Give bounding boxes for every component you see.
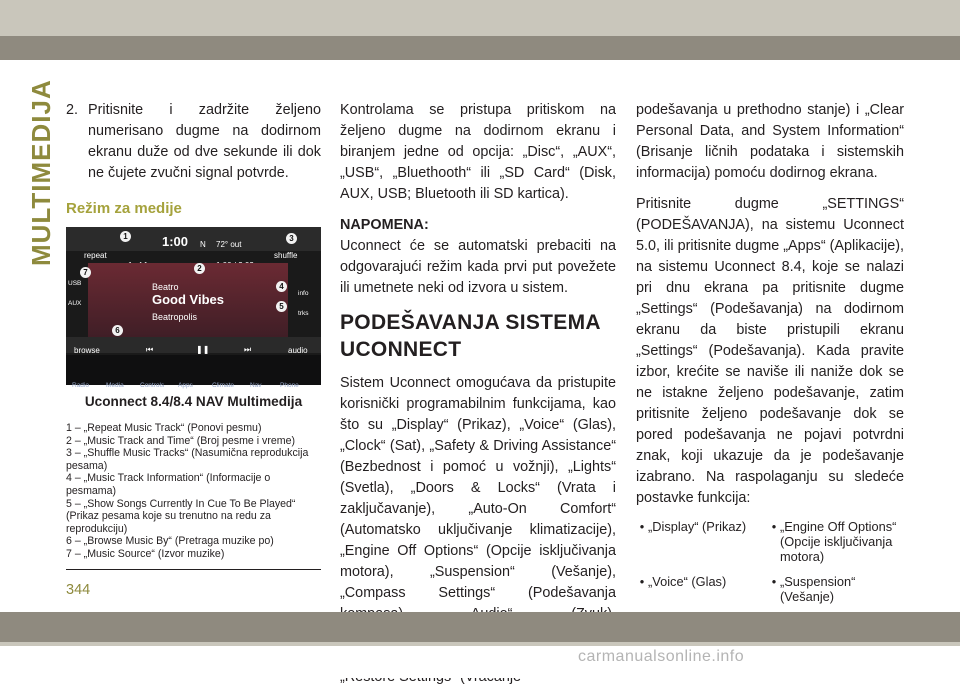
repeat-button[interactable]: repeat (84, 251, 107, 260)
dock-controls[interactable]: Controls (140, 382, 165, 389)
figure-legend (66, 422, 321, 570)
step-number: 2. (66, 102, 79, 118)
dock-nav[interactable]: Nav (250, 382, 262, 389)
legend-item: 2 – „Music Track and Time“ (Broj pesme i vreme) (66, 434, 296, 447)
dock-climate[interactable]: Climate (212, 382, 235, 389)
side-section-label (6, 79, 56, 266)
playback-controls (66, 337, 321, 353)
legend-item: 4 – „Music Track Information“ (Informacije o pesmama) (66, 472, 271, 497)
dock-radio[interactable]: Radio (72, 382, 89, 389)
browse-button[interactable]: browse (74, 346, 100, 355)
bottom-stripe-light (0, 642, 960, 646)
legend-item: 3 – „Shuffle Music Tracks“ (Nasumična reprodukcija pesama) (66, 447, 309, 472)
shuffle-button[interactable]: shuffle (274, 251, 298, 260)
source-usb[interactable]: USB (68, 280, 82, 287)
callout-badge-7: 7 (80, 267, 91, 278)
uconnect-screen-figure (66, 227, 321, 389)
callout-badge-4: 4 (276, 281, 287, 292)
screen-compass: N (200, 240, 206, 249)
source-aux[interactable]: AUX (68, 300, 82, 307)
dock-media[interactable]: Media (106, 382, 124, 389)
callout-badge-2: 2 (194, 263, 205, 274)
pause-icon[interactable]: ❚❚ (196, 345, 210, 354)
note-text: Uconnect će se automatski prebaciti na odgovarajući režim kada prvi put povežete ili umetnete neki od izvora u sistem. (340, 238, 616, 296)
watermark: carmanualsonline.info (578, 648, 745, 665)
bottom-band (0, 612, 960, 678)
callout-badge-5: 5 (276, 301, 287, 312)
settings-body: Sistem Uconnect omogućava da pristupite korisnički programabilnim funkcijama, kao što su „Display“ (Prikaz), „Voice“ (Glas), „Clock“ (Sat), „Safety & Driving Assistance“ (Bezbednost i pomoć u vožnji), „Lights“ (Svetla), „Doors & Locks“ (Vrata i zaključavanje), „Auto-On Comfort“ (Automatsko uključivanje klimatizacije), „Engine Off Options“ (Opcije isključivanja motora), „Suspension“ (Vešanje), „Compass Settings“ (Podešavanja (340, 375, 616, 601)
side-label-text: MULTIMEDIJA (26, 79, 56, 266)
bottom-dock (66, 355, 321, 389)
page-number: 344 (66, 582, 91, 598)
top-stripe (0, 36, 960, 60)
next-icon[interactable]: ⏭ (244, 345, 252, 354)
screen-temp: 72° out (216, 240, 242, 249)
callout-badge-6: 6 (112, 325, 123, 336)
info-button[interactable]: info (298, 290, 309, 297)
song-title: Good Vibes (152, 292, 224, 307)
tracks-button[interactable]: trks (298, 310, 309, 317)
callout-badge-3: 3 (286, 233, 297, 244)
legend-item: 7 – „Music Source“ (Izvor muzike) (66, 547, 225, 560)
settings-list-item: • „Engine Off Options“ (Opcije isključivanja motora) (771, 519, 897, 564)
legend-item: 5 – „Show Songs Currently In Cue To Be Played“ (Prikaz pesama koje su trenutno na redu za reprodukciju) (66, 497, 296, 535)
step-text: Pritisnite i zadržite željeno numerisano dugme na dodirnom ekranu duže od dve sekunde ili dok ne čujete zvučni signal potvrde. (88, 102, 321, 181)
section-heading: Režim za medije (66, 200, 182, 217)
album-name: Beatropolis (152, 312, 198, 322)
column-3 (636, 100, 904, 629)
column-2 (340, 100, 616, 698)
settings-list-item: • „Display“ (Prikaz) (639, 519, 747, 534)
dock-apps[interactable]: Apps (178, 382, 193, 389)
numbered-step (66, 100, 321, 184)
settings-list-item: • „Suspension“ (Vešanje) (771, 574, 856, 604)
legend-item: 1 – „Repeat Music Track“ (Ponovi pesmu) (66, 422, 262, 434)
callout-badge-1: 1 (120, 231, 131, 242)
intro-paragraph: Kontrolama se pristupa pritiskom na željeno dugme na dodirnom ekranu i biranjem jedne od opcija: „Disc“, „AUX“, „USB“, „Bluethooth“ ili „SD Card“ (Disk, AUX, USB; Bluetooth ili SD kartica). (340, 102, 616, 202)
audio-button[interactable]: audio (288, 346, 308, 355)
settings-heading: PODEŠAVANJA SISTEMA UCONNECT (340, 311, 601, 361)
legend-item: 6 – „Browse Music By“ (Pretraga muzike po) (66, 535, 274, 548)
screen-time: 1:00 (162, 234, 189, 249)
settings-list-item: • „Voice“ (Glas) (639, 574, 727, 589)
artist-name: Beatro (152, 282, 179, 292)
top-band (0, 0, 960, 40)
continued-paragraph: podešavanja u prethodno stanje) i „Clear Personal Data, and System Information“ (Brisanje ličnih podataka i sistemskih informacija) pomoću dodirnog ekrana. (636, 102, 904, 181)
figure-caption: Uconnect 8.4/8.4 NAV Multimedija (84, 394, 303, 409)
dock-phone[interactable]: Phone (280, 382, 299, 389)
note-label: NAPOMENA: (340, 217, 429, 233)
instructions-paragraph: Pritisnite dugme „SETTINGS“ (PODEŠAVANJA), na sistemu Uconnect 5.0, ili pritisnite dugme „Apps“ (Aplikacije), na sistemu Uconnect 8.4, koje se nalazi pri dnu ekrana pa pritisnite dugme „Settings“ (Podešavanja) na dodirnom ekranu da biste pristupili ekranu „Settings“ (Podešavanja). Kada pravite izbor, krećite se naviše ili naniže dok se ne istakne željeno podešavanje, zatim pritisnite željeno podešavanje dok se pored podešavanja ne pojavi potvrdni znak, koji ukazuje da je podešavanje izabrano. Na raspolaganju su sledeće postavke funkcija: (636, 196, 904, 506)
prev-icon[interactable]: ⏮ (146, 345, 154, 354)
bottom-stripe-dark (0, 612, 960, 642)
column-1 (66, 100, 321, 570)
